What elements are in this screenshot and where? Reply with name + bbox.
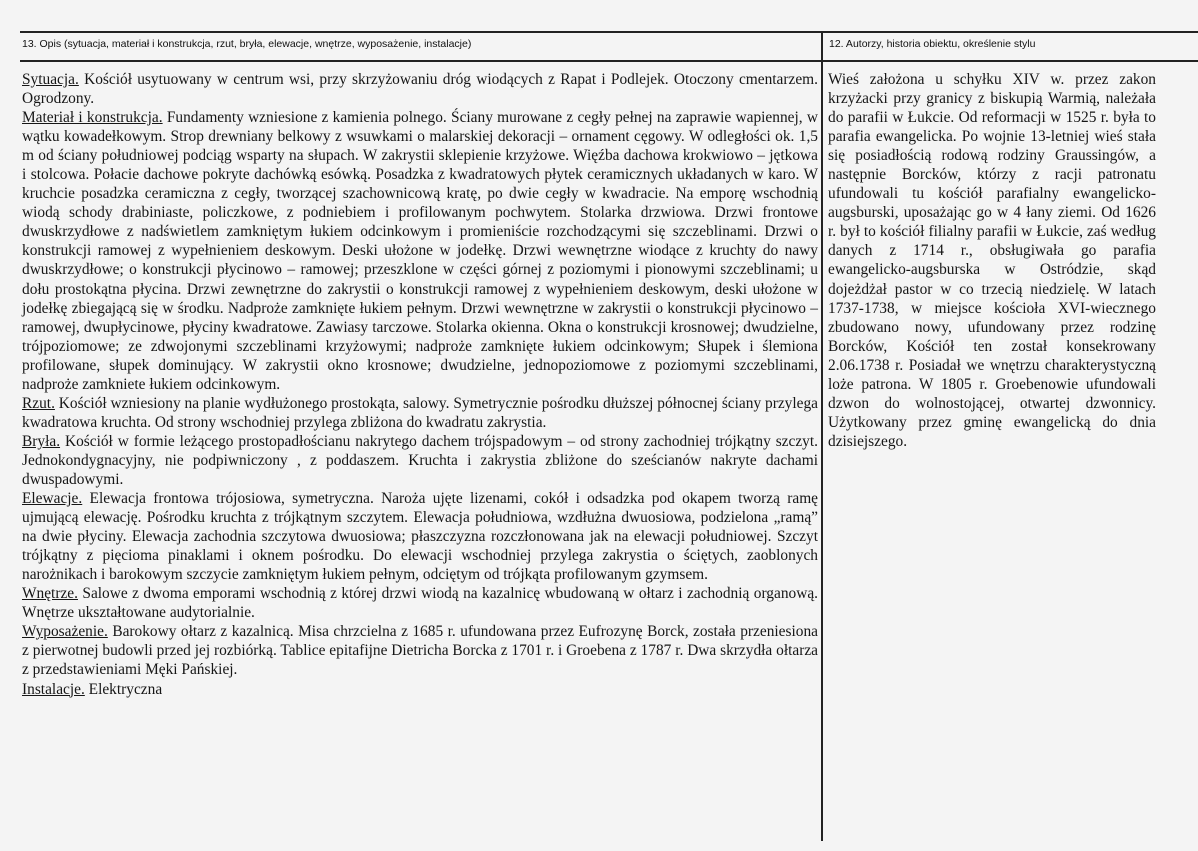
history-column bbox=[828, 70, 1156, 451]
section-wnetrze bbox=[22, 584, 818, 622]
section-text: Salowe z dwoma emporami wschodnią z której drzwi wiodą na kazalnicę wbudowaną w ołtarz i zachodnią organową. Wnętrze ukształtowane audytorialnie. bbox=[22, 585, 818, 622]
section-bryla bbox=[22, 432, 818, 489]
section-elewacje bbox=[22, 489, 818, 584]
section-sytuacja bbox=[22, 70, 818, 108]
section-text: Fundamenty wzniesione z kamienia polnego. Ściany murowane z cegły pełnej na zaprawie wapiennej, w wątku kowadełkowym. Strop drewniany belkowy z wsuwkami o malarskiej dekoracji – ornament cęgowy. W odległości ok. 1,5 m od ściany południowej podciąg wsparty na słupach. W zakrystii sklepienie krzyżowe. Więźba dachowa krokwiowo – jętkowa i stolcowa. Połacie dachowe pokryte dachówką esówką. Posadzka z kwadratowych płytek ceramicznych układanych w karo. W kruchcie posadzka ceramiczna z cegły, tworzącej szachownicową kratę, po dwie cegły w kwadracie. Na emporę wschodnią wiodą schody drabiniaste, policzkowe, z podniebiem i profilowanym pochwytem. Stolarka drzwiowa. Drzwi frontowe dwuskrzydłowe z nadświetlem zamkniętym łukiem odcinkowym i promieniście rozchodzącymi się szczeblinami. Drzwi o konstrukcji ramowej z wypełnieniem deskowym. Deski ułożone w jodełkę. Drzwi wewnętrzne wiodące z kruchty do nawy dwuskrzydłowe; o konstrukcji płycinowo – ramowej; przeszklone w części górnej z poziomymi i pionowymi szczeblinami; u dołu prostokątna płycina. Drzwi zewnętrzne do zakrystii o konstrukcji ramowej z wypełnieniem deskowym, deski ułożone w jodełkę zbiegającą się w środku. Nadproże zamknięte łukiem pełnym. Drzwi wewnętrzne w zakrystii o konstrukcji płycinowo – ramowej, dwupłycinowe, płyciny kwadratowe. Zawiasy tarczowe. Stolarka okienna. Okna o konstrukcji krosnowej; dwudzielne, trójpoziomowe; ze zdwojonymi szczeblinami krzyżowymi; nadproże zamknięte łukiem odcinkowym; Słupek i ślemiona profilowane, słupek dominujący. W zakrystii okno krosnowe; dwudzielne, jednopoziomowe z poziomymi szczeblinami, nadproże zamkniete łukiem odcinkowym. bbox=[22, 109, 818, 393]
history-text: Wieś założona u schyłku XIV w. przez zakon krzyżacki przy granicy z biskupią Warmią, należała do parafii w Łukcie. Od reformacji w 1525 r. była to parafia ewangelicka. Po wojnie 13-letniej wieś stała się posiadłością rodową rodziny Graussingów, a następnie Borcków, którzy z racji patronatu ufundowali tu kościół parafialny ewangelicko-augsburski, uposażając go w 4 łany ziemi. Od 1626 r. był to kościół filialny parafii w Łukcie, zaś według danych z 1714 r., obsługiwała go parafia ewangelicko-augsburska w Ostródzie, skąd dojeżdżał pastor w co trzecią niedzielę. W latach 1737-1738, w miejsce kościoła XVI-wiecznego zbudowano nowy, ufundowany przez rodzinę Borcków, Kościół ten został konsekrowany 2.06.1738 r. Posiadał we wnętrzu charakterystyczną loże patrona. W 1805 r. Groebenowie ufundowali dzwon do wolnostojącej, otwartej dzwonnicy. Użytkowany przez gminę ewangelicką do dnia dzisiejszego. bbox=[828, 71, 1156, 450]
section-wyposazenie bbox=[22, 622, 818, 679]
history-header: 12. Autorzy, historia obiektu, określenie stylu bbox=[829, 38, 1036, 50]
column-divider bbox=[821, 32, 823, 841]
section-text: Elektryczna bbox=[88, 680, 163, 698]
header-rule bbox=[20, 60, 1198, 62]
section-text: Elewacja frontowa trójosiowa, symetryczna. Naroża ujęte lizenami, cokół i odsadzka pod okapem tworzą ramę ujmującą elewację. Pośrodku kruchta z trójkątnym szczytem. Elewacja południowa, wzdłużna dwuosiowa, podzielona „ramą” na dwie płyciny. Elewacja zachodnia szczytowa dwuosiowa; płaszczyzna rozczłonowana jak na elewacji południowej. Szczyt trójkątny z pięcioma pinaklami i oknem pośrodku. Do elewacji wschodniej przylega zakrystia o ściętych, zaoblonych narożnikach i barokowym szczycie zamkniętym łukiem pełnym, odciętym od trójkąta profilowanym gzymsem. bbox=[22, 490, 818, 584]
section-material bbox=[22, 108, 818, 394]
description-column bbox=[22, 70, 818, 699]
section-instalacje bbox=[22, 680, 818, 699]
section-heading: Wnętrze. bbox=[22, 585, 78, 603]
section-text: Kościół w formie leżącego prostopadłościanu nakrytego dachem trójspadowym – od strony zachodniej trójkątny szczyt. Jednokondygnacyjny, nie podpiwniczony , z poddaszem. Kruchta i zakrystia zbliżone do sześcianów nakryte dachami dwuspadowymi. bbox=[22, 432, 818, 488]
section-heading: Materiał i konstrukcja. bbox=[22, 109, 163, 127]
top-rule bbox=[20, 31, 1198, 33]
section-text: Kościół usytuowany w centrum wsi, przy skrzyżowaniu dróg wiodących z Rapat i Podlejek. Otoczony cmentarzem. Ogrodzony. bbox=[22, 71, 818, 108]
section-heading: Instalacje. bbox=[22, 680, 85, 698]
section-rzut bbox=[22, 394, 818, 432]
section-heading: Elewacje. bbox=[22, 490, 83, 508]
section-heading: Rzut. bbox=[22, 394, 55, 412]
section-text: Barokowy ołtarz z kazalnicą. Misa chrzcielna z 1685 r. ufundowana przez Eufrozynę Borck, została przeniesiona z pierwotnej budowli przed jej rozbiórką. Tablice epitafijne Dietricha Borcka z 1701 r. i Groebena z 1787 r. Dwa skrzydła ołtarza z przedstawieniami Męki Pańskiej. bbox=[22, 623, 819, 679]
description-header: 13. Opis (sytuacja, materiał i konstrukcja, rzut, bryła, elewacje, wnętrze, wyposażenie, instalacje) bbox=[22, 38, 472, 50]
section-heading: Wyposażenie. bbox=[22, 623, 108, 641]
section-heading: Bryła. bbox=[22, 432, 61, 450]
section-text: Kościół wzniesiony na planie wydłużonego prostokąta, salowy. Symetrycznie pośrodku dłuższej północnej ściany przylega kwadratowa kruchta. Od strony wschodniej przylega zbliżona do kwadratu zakrystia. bbox=[22, 394, 818, 431]
section-heading: Sytuacja. bbox=[22, 71, 79, 88]
